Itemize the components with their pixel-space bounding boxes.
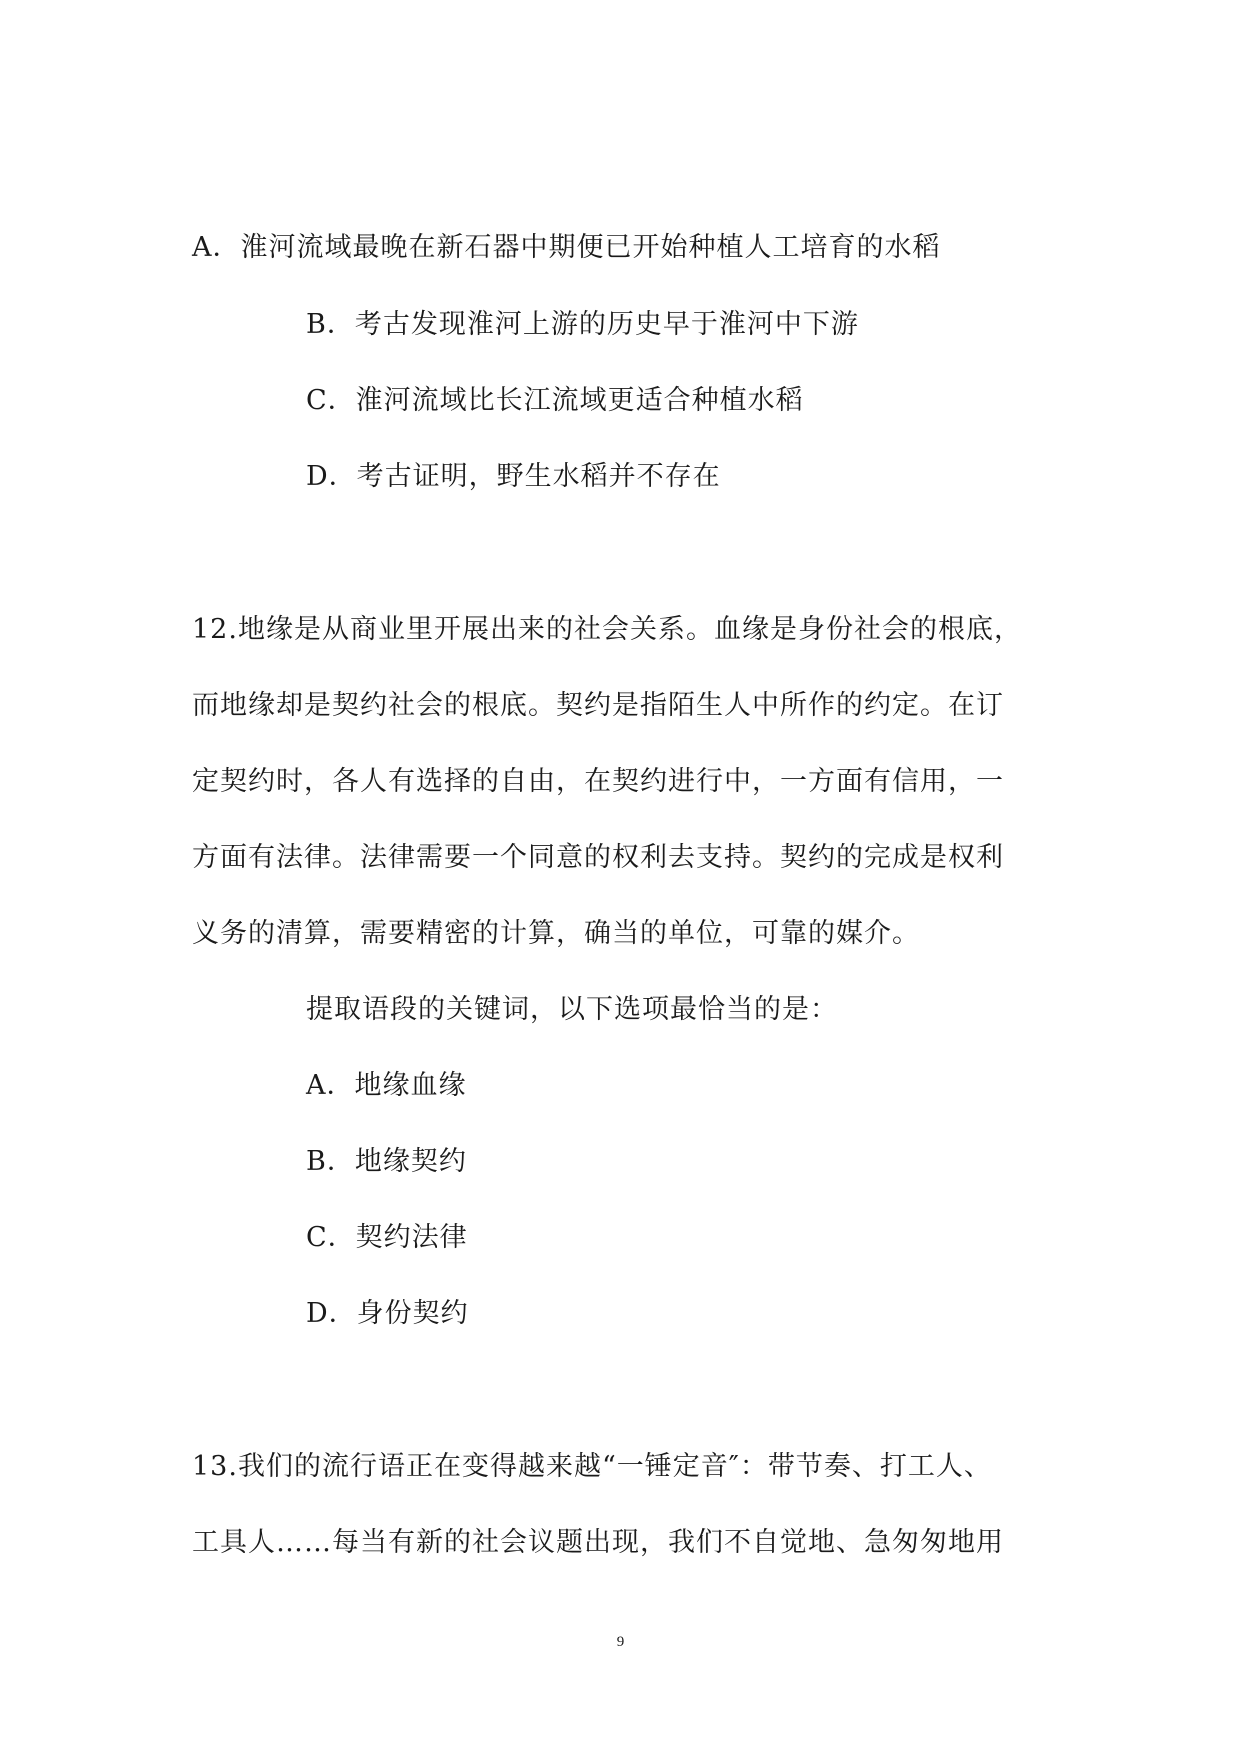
q12-prompt: 提取语段的关键词，以下选项最恰当的是： [306,994,838,1025]
q13-stem-line-2: 工具人……每当有新的社会议题出现，我们不自觉地、急匆匆地用 [192,1527,1004,1558]
q13-stem-line-1: 13.我们的流行语正在变得越来越“一锤定音″：带节奏、打工人、 [192,1451,992,1482]
q12-stem-line-5: 义务的清算，需要精密的计算，确当的单位，可靠的媒介。 [192,918,920,949]
q11-option-c: C．淮河流域比长江流域更适合种植水稻 [306,385,804,416]
page-number: 9 [616,1634,625,1650]
q12-option-b: B．地缘契约 [306,1146,467,1177]
q12-stem-line-3: 定契约时，各人有选择的自由，在契约进行中，一方面有信用，一 [192,766,1004,797]
q12-stem-line-2: 而地缘却是契约社会的根底。契约是指陌生人中所作的约定。在订 [192,690,1004,721]
q12-option-c: C．契约法律 [306,1222,468,1253]
q12-stem-line-4: 方面有法律。法律需要一个同意的权利去支持。契约的完成是权利 [192,842,1004,873]
q12-stem-line-1: 12.地缘是从商业里开展出来的社会关系。血缘是身份社会的根底， [192,614,1022,645]
q11-option-b: B．考古发现淮河上游的历史早于淮河中下游 [306,309,859,340]
q12-option-a: A．地缘血缘 [306,1070,467,1101]
q11-option-a: A．淮河流域最晚在新石器中期便已开始种植人工培育的水稻 [192,232,941,263]
q12-option-d: D．身份契约 [306,1298,469,1329]
q11-option-d: D．考古证明，野生水稻并不存在 [306,461,721,492]
